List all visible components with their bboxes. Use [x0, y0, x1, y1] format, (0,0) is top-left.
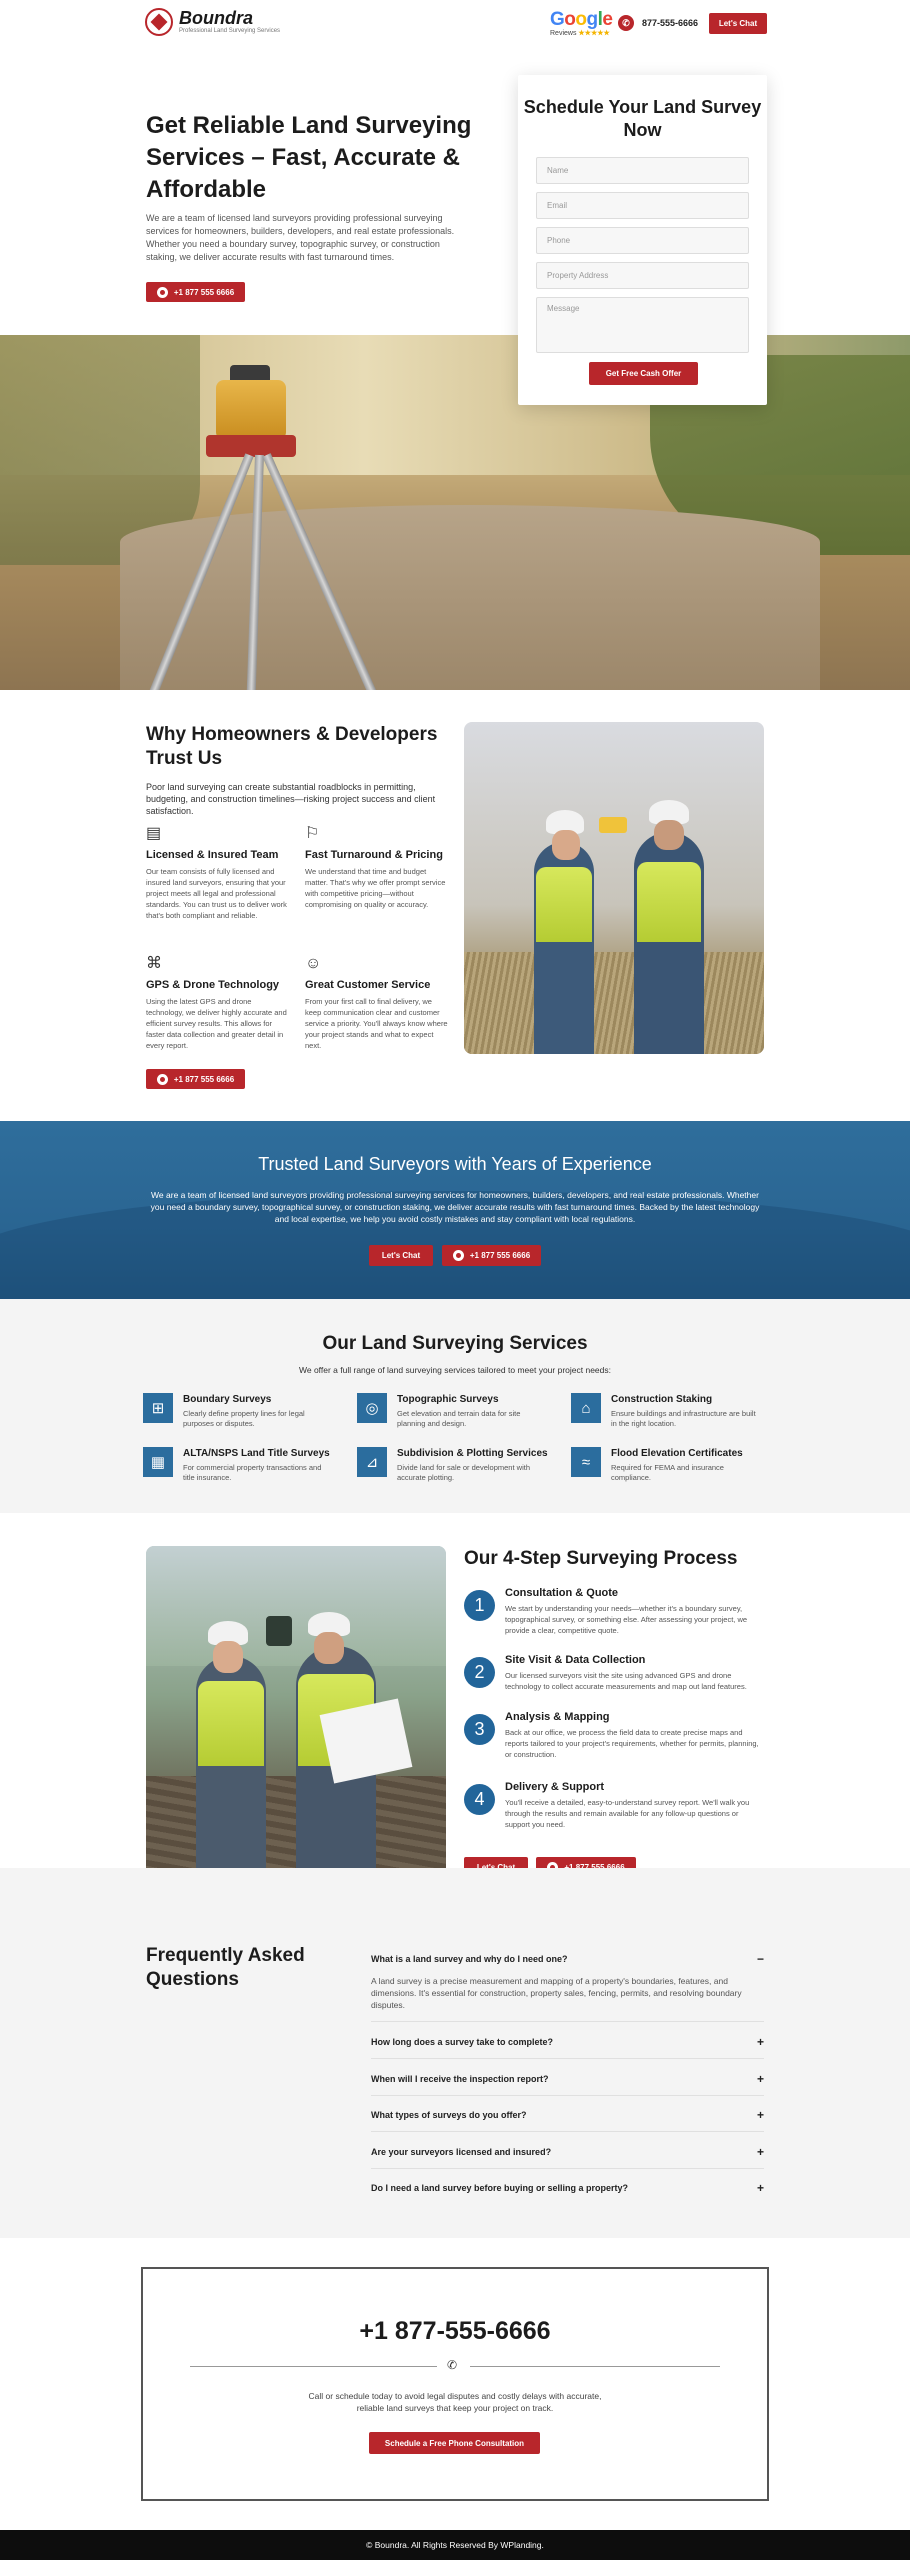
expand-icon: +: [756, 2181, 764, 2195]
staking-icon: ⌂: [571, 1393, 601, 1423]
schedule-survey-form: [518, 75, 767, 405]
hero-description: We are a team of licensed land surveyors providing professional surveying services for homeowners, builders, developers, and real estate professionals. Whether you need a boundary survey, topographic survey, or construction staking, we deliver accurate results with fast turnaround times.: [146, 213, 455, 262]
faq-question-6[interactable]: Do I need a land survey before buying or selling a property? +: [371, 2181, 764, 2195]
why-call-label: +1 877 555 6666: [173, 1074, 235, 1084]
collapse-icon: −: [756, 1952, 764, 1966]
feature-customer-service: [305, 955, 450, 1051]
step-title: Consultation & Quote: [505, 1587, 619, 1599]
step-title: Site Visit & Data Collection: [505, 1654, 646, 1666]
logo-mark-icon: [145, 8, 173, 36]
cta-divider-right: [470, 2366, 720, 2367]
site-header: [0, 0, 910, 48]
faq-title: Frequently Asked Questions: [146, 1945, 305, 1990]
step-number: 4: [464, 1784, 495, 1815]
faq-divider: [371, 2095, 764, 2096]
service-subdivision[interactable]: [357, 1447, 557, 1483]
topographic-icon: ◎: [357, 1393, 387, 1423]
process-title: Our 4-Step Surveying Process: [464, 1548, 738, 1569]
faq-divider: [371, 2058, 764, 2059]
header-phone-link[interactable]: [618, 15, 698, 31]
faq-divider: [371, 2131, 764, 2132]
hero-call-label: +1 877 555 6666: [173, 287, 235, 297]
step-number: 2: [464, 1657, 495, 1688]
google-reviews-badge[interactable]: [550, 9, 613, 38]
step-text: We start by understanding your needs—whether it's a boundary survey, topographical survey, or something else. After assessing your project, we provide a clear, competitive quote.: [505, 1604, 748, 1635]
certificate-icon: ▤: [146, 825, 162, 842]
phone-icon: [157, 1074, 168, 1085]
form-title: Schedule Your Land Survey Now: [523, 97, 762, 140]
faq-question-2[interactable]: How long does a survey take to complete? +: [371, 2035, 764, 2049]
brand-tagline: Professional Land Surveying Services: [179, 28, 281, 34]
service-text: Divide land for sale or development with accurate plotting.: [397, 1463, 530, 1482]
cta-divider-left: [190, 2366, 437, 2367]
expand-icon: +: [756, 2108, 764, 2122]
feature-turnaround: [305, 825, 450, 910]
email-field[interactable]: Email: [536, 192, 749, 219]
faq-question-4[interactable]: What types of surveys do you offer? +: [371, 2108, 764, 2122]
phone-icon: ✆: [618, 15, 634, 31]
step-number: 3: [464, 1714, 495, 1745]
banner-call-label: +1 877 555 6666: [469, 1251, 531, 1260]
faq-question-3[interactable]: When will I receive the inspection report? +: [371, 2072, 764, 2086]
brand-logo[interactable]: [145, 8, 280, 36]
runner-icon: ⚐: [305, 825, 320, 842]
feature-gps-drone: [146, 955, 291, 1051]
faq-divider: [371, 2021, 764, 2022]
faq-divider: [371, 2168, 764, 2169]
services-subtitle: We offer a full range of land surveying services tailored to meet your project needs:: [299, 1365, 611, 1375]
service-title: ALTA/NSPS Land Title Surveys: [183, 1448, 330, 1459]
service-title: Flood Elevation Certificates: [611, 1448, 743, 1459]
message-field[interactable]: Message: [536, 297, 749, 353]
hero-title: Get Reliable Land Surveying Services – Fast, Accurate & Affordable: [146, 112, 472, 203]
service-boundary[interactable]: [143, 1393, 343, 1429]
surveyors-field-photo: [464, 722, 764, 1054]
why-section-title: Why Homeowners & Developers Trust Us: [146, 724, 438, 769]
boundary-icon: ⊞: [143, 1393, 173, 1423]
service-text: Get elevation and terrain data for site planning and design.: [397, 1409, 521, 1428]
feature-licensed: [146, 825, 291, 921]
hero-survey-equipment-photo: [0, 335, 910, 690]
service-construction-staking[interactable]: [571, 1393, 771, 1429]
service-text: Ensure buildings and infrastructure are built in the right location.: [611, 1409, 756, 1428]
banner-title: Trusted Land Surveyors with Years of Experience: [258, 1154, 652, 1174]
google-reviews-label: Reviews ★★★★★: [550, 30, 610, 37]
expand-icon: +: [756, 2145, 764, 2159]
step-title: Delivery & Support: [505, 1781, 605, 1793]
services-title: Our Land Surveying Services: [322, 1333, 588, 1354]
process-step-4: [464, 1781, 764, 1854]
service-title: Subdivision & Plotting Services: [397, 1448, 548, 1459]
surveyors-site-photo: [146, 1546, 446, 1878]
faq-answer-1: A land survey is a precise measurement and mapping of a property's boundaries, features, and dimensions. It's essential for construction, property sales, fencing, permits, and resolving boundary disputes.: [371, 1976, 742, 2010]
phone-field[interactable]: Phone: [536, 227, 749, 254]
process-step-1: [464, 1587, 764, 1660]
service-text: For commercial property transactions and title insurance.: [183, 1463, 322, 1482]
banner-chat-button[interactable]: Let's Chat: [369, 1245, 433, 1266]
service-title: Topographic Surveys: [397, 1394, 499, 1405]
phone-icon: ✆: [447, 2358, 458, 2372]
experience-banner: [0, 1121, 910, 1299]
rating-stars-icon: ★★★★★: [578, 30, 610, 37]
drone-icon: ⌘: [146, 955, 162, 972]
customer-icon: ☺: [305, 955, 322, 972]
feature-title: GPS & Drone Technology: [146, 979, 280, 991]
schedule-consultation-button[interactable]: Schedule a Free Phone Consultation: [369, 2432, 540, 2454]
header-phone-number: 877-555-6666: [642, 18, 699, 28]
step-text: Our licensed surveyors visit the site using advanced GPS and drone technology to collect accurate measurements and map out land features.: [505, 1671, 747, 1691]
step-text: You'll receive a detailed, easy-to-understand survey report. We'll walk you through the results and remain available for any follow-up questions or support you need.: [505, 1798, 750, 1829]
feature-text: From your first call to final delivery, we keep communication clear and customer service a priority. You'll always know where your project stands and what to expect next.: [305, 997, 448, 1050]
property-address-field[interactable]: Property Address: [536, 262, 749, 289]
service-flood-elevation[interactable]: [571, 1447, 771, 1483]
faq-question-5[interactable]: Are your surveyors licensed and insured? +: [371, 2145, 764, 2159]
cta-text: Call or schedule today to avoid legal disputes and costly delays with accurate, reliable land surveys that keep your project on track.: [308, 2391, 602, 2413]
site-footer: [0, 2530, 910, 2560]
why-section-text: Poor land surveying can create substantial roadblocks in permitting, budgeting, and construction timelines—risking project success and client satisfaction.: [146, 782, 436, 816]
process-step-3: [464, 1711, 764, 1784]
phone-icon: [157, 287, 168, 298]
faq-question-1[interactable]: What is a land survey and why do I need one? −: [371, 1952, 764, 1966]
header-chat-button[interactable]: Let's Chat: [709, 13, 767, 34]
feature-title: Great Customer Service: [305, 979, 431, 991]
service-title: Boundary Surveys: [183, 1394, 272, 1405]
expand-icon: +: [756, 2072, 764, 2086]
brand-name: Boundra: [179, 8, 253, 28]
cta-phone-number[interactable]: +1 877-555-6666: [359, 2317, 551, 2345]
step-text: Back at our office, we process the field data to create precise maps and reports tailored to your project's requirements, whether for permits, planning, or construction.: [505, 1728, 759, 1759]
feature-text: Our team consists of fully licensed and insured land surveyors, ensuring that your project meets all legal and professional standards. You can trust us to deliver work that's both compliant and reliable.: [146, 867, 287, 920]
expand-icon: +: [756, 2035, 764, 2049]
feature-text: Using the latest GPS and drone technology, we deliver highly accurate and efficient survey results. This allows for faster data collection and greater detail in every report.: [146, 997, 287, 1050]
phone-icon: [453, 1250, 464, 1261]
hero-call-button[interactable]: [146, 282, 245, 302]
form-submit-button[interactable]: Get Free Cash Offer: [589, 362, 698, 385]
flood-icon: ≈: [571, 1447, 601, 1477]
subdivision-icon: ⊿: [357, 1447, 387, 1477]
service-alta-nsps[interactable]: [143, 1447, 343, 1483]
feature-title: Fast Turnaround & Pricing: [305, 849, 443, 861]
service-topographic[interactable]: [357, 1393, 557, 1429]
title-survey-icon: ▦: [143, 1447, 173, 1477]
google-logo: Google: [550, 9, 613, 30]
copyright-text: © Boundra. All Rights Reserved By WPlanding.: [366, 2540, 544, 2550]
name-field[interactable]: Name: [536, 157, 749, 184]
service-text: Required for FEMA and insurance compliance.: [611, 1463, 724, 1482]
why-call-button[interactable]: [146, 1069, 245, 1089]
step-number: 1: [464, 1590, 495, 1621]
call-to-action-box: [141, 2267, 769, 2501]
feature-title: Licensed & Insured Team: [146, 849, 279, 861]
service-title: Construction Staking: [611, 1394, 713, 1405]
service-text: Clearly define property lines for legal purposes or disputes.: [183, 1409, 305, 1428]
banner-text: We are a team of licensed land surveyors providing professional surveying services for homeowners, builders, developers, and real estate professionals. Whether you need a boundary survey, topographical survey, or construction staking, we deliver accurate results with fast turnaround times. Backed by the latest technology and local expertise, we help you avoid costly mistakes and stay compliant with local regulations.: [150, 1190, 760, 1224]
feature-text: We understand that time and budget matter. That's why we offer prompt service with competitive pricing—without compromising on quality or accuracy.: [305, 867, 446, 909]
banner-call-button[interactable]: [442, 1245, 541, 1266]
step-title: Analysis & Mapping: [505, 1711, 610, 1723]
